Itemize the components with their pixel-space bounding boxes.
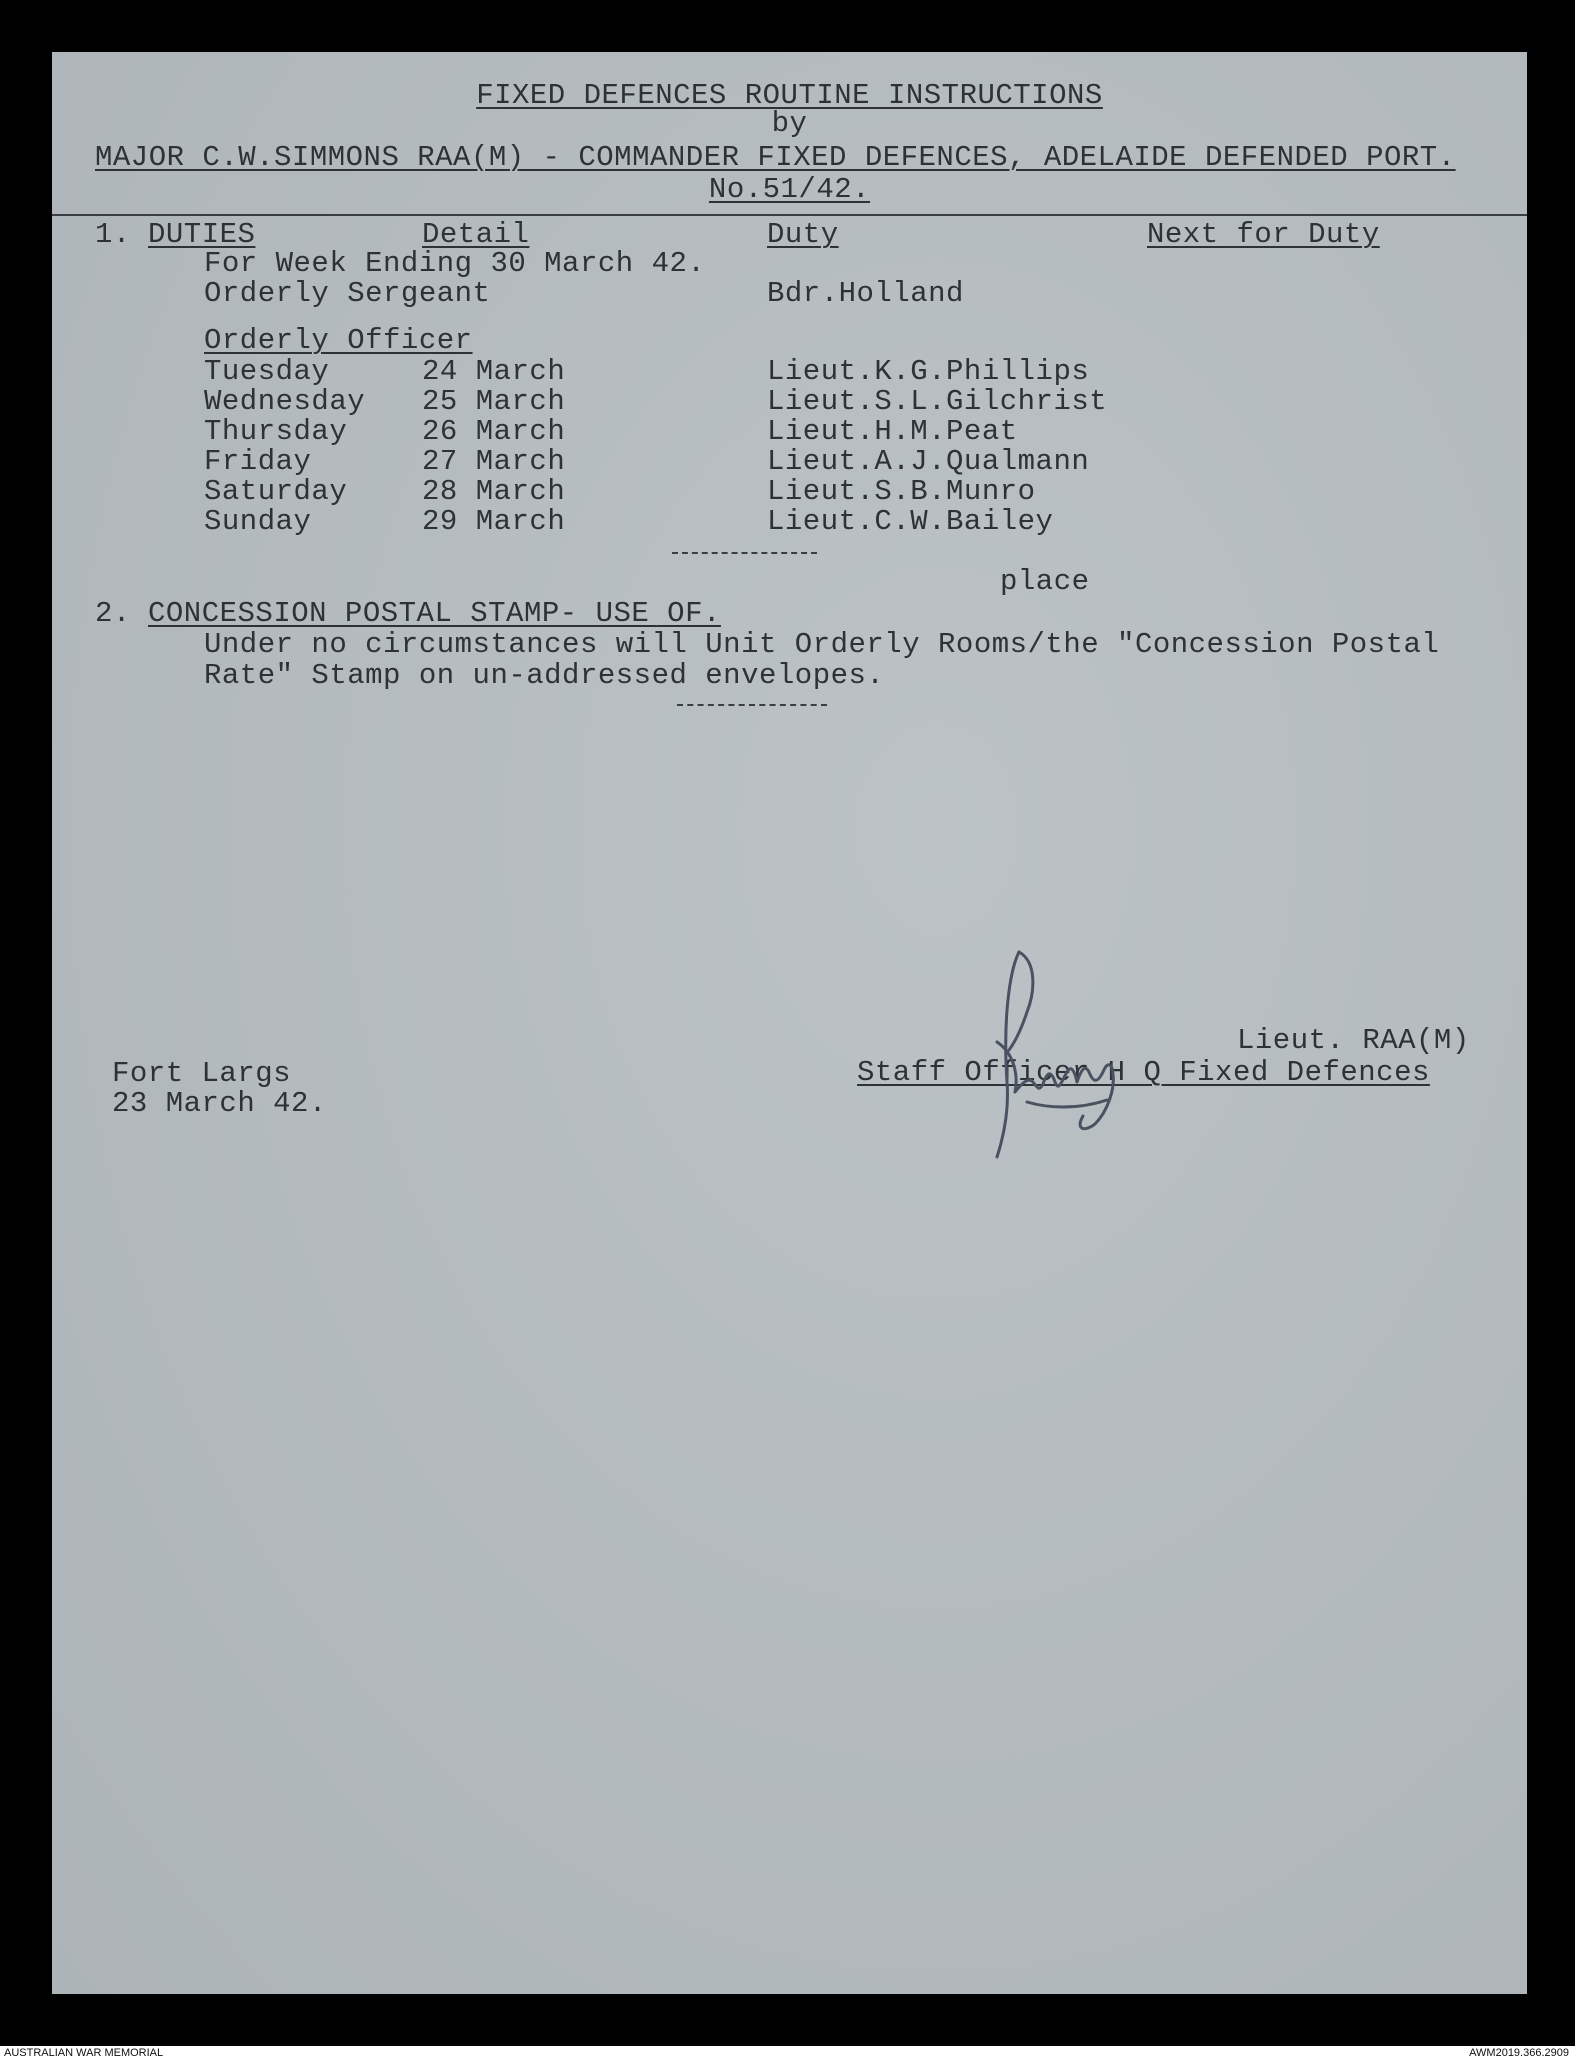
column-header-detail: Detail [422, 218, 530, 251]
instruction-number: No.51/42. [708, 173, 871, 206]
footer-institution: AUSTRALIAN WAR MEMORIAL [4, 2047, 164, 2059]
header-divider [52, 214, 1527, 216]
roster-day: Wednesday [204, 385, 366, 418]
roster-day: Thursday [204, 415, 348, 448]
handwritten-signature [957, 932, 1147, 1172]
footer-accession-number: AWM2019.366.2909 [1469, 2047, 1569, 2059]
roster-date: 24 March [422, 355, 566, 388]
roster-date: 26 March [422, 415, 566, 448]
roster-officer: Lieut.K.G.Phillips [767, 355, 1090, 388]
section1-number: 1. [95, 218, 131, 251]
authority-line: MAJOR C.W.SIMMONS RAA(M) - COMMANDER FIXED DEFENCES, ADELAIDE DEFENDED PORT. [95, 141, 1456, 174]
by-line: by [771, 107, 808, 140]
closing-date: 23 March 42. [112, 1087, 327, 1120]
roster-officer: Lieut.S.B.Munro [767, 475, 1036, 508]
roster-date: 29 March [422, 505, 566, 538]
orderly-sergeant-label: Orderly Sergeant [204, 277, 491, 310]
roster-officer: Lieut.S.L.Gilchrist [767, 385, 1108, 418]
roster-day: Sunday [204, 505, 312, 538]
document-page [52, 52, 1527, 1994]
document-title: FIXED DEFENCES ROUTINE INSTRUCTIONS [476, 79, 1103, 112]
section-divider [677, 704, 827, 708]
roster-officer: Lieut.C.W.Bailey [767, 505, 1054, 538]
section2-heading: CONCESSION POSTAL STAMP- USE OF. [148, 597, 721, 630]
roster-date: 28 March [422, 475, 566, 508]
section2-number: 2. [95, 597, 131, 630]
roster-day: Friday [204, 445, 312, 478]
section-divider [672, 552, 817, 556]
week-ending-line: For Week Ending 30 March 42. [204, 247, 706, 280]
column-header-next: Next for Duty [1147, 218, 1380, 251]
section2-insert-word: place [1000, 565, 1090, 598]
column-header-duty: Duty [767, 218, 839, 251]
roster-day: Saturday [204, 475, 348, 508]
section1-heading: DUTIES [148, 218, 256, 251]
orderly-officer-label: Orderly Officer [204, 324, 473, 357]
roster-date: 27 March [422, 445, 566, 478]
closing-place: Fort Largs [112, 1057, 292, 1090]
section2-text-line2: Rate" Stamp on un-addressed envelopes. [204, 659, 885, 692]
signatory-rank: Lieut. RAA(M) [1237, 1024, 1470, 1057]
section2-text-line1: Under no circumstances will Unit Orderly Rooms/the "Concession Postal [204, 628, 1440, 661]
roster-officer: Lieut.A.J.Qualmann [767, 445, 1090, 478]
roster-day: Tuesday [204, 355, 330, 388]
archive-footer [0, 2046, 1575, 2061]
signatory-role: Staff Officer H Q Fixed Defences [857, 1056, 1430, 1089]
orderly-sergeant-name: Bdr.Holland [767, 277, 964, 310]
roster-date: 25 March [422, 385, 566, 418]
roster-officer: Lieut.H.M.Peat [767, 415, 1018, 448]
